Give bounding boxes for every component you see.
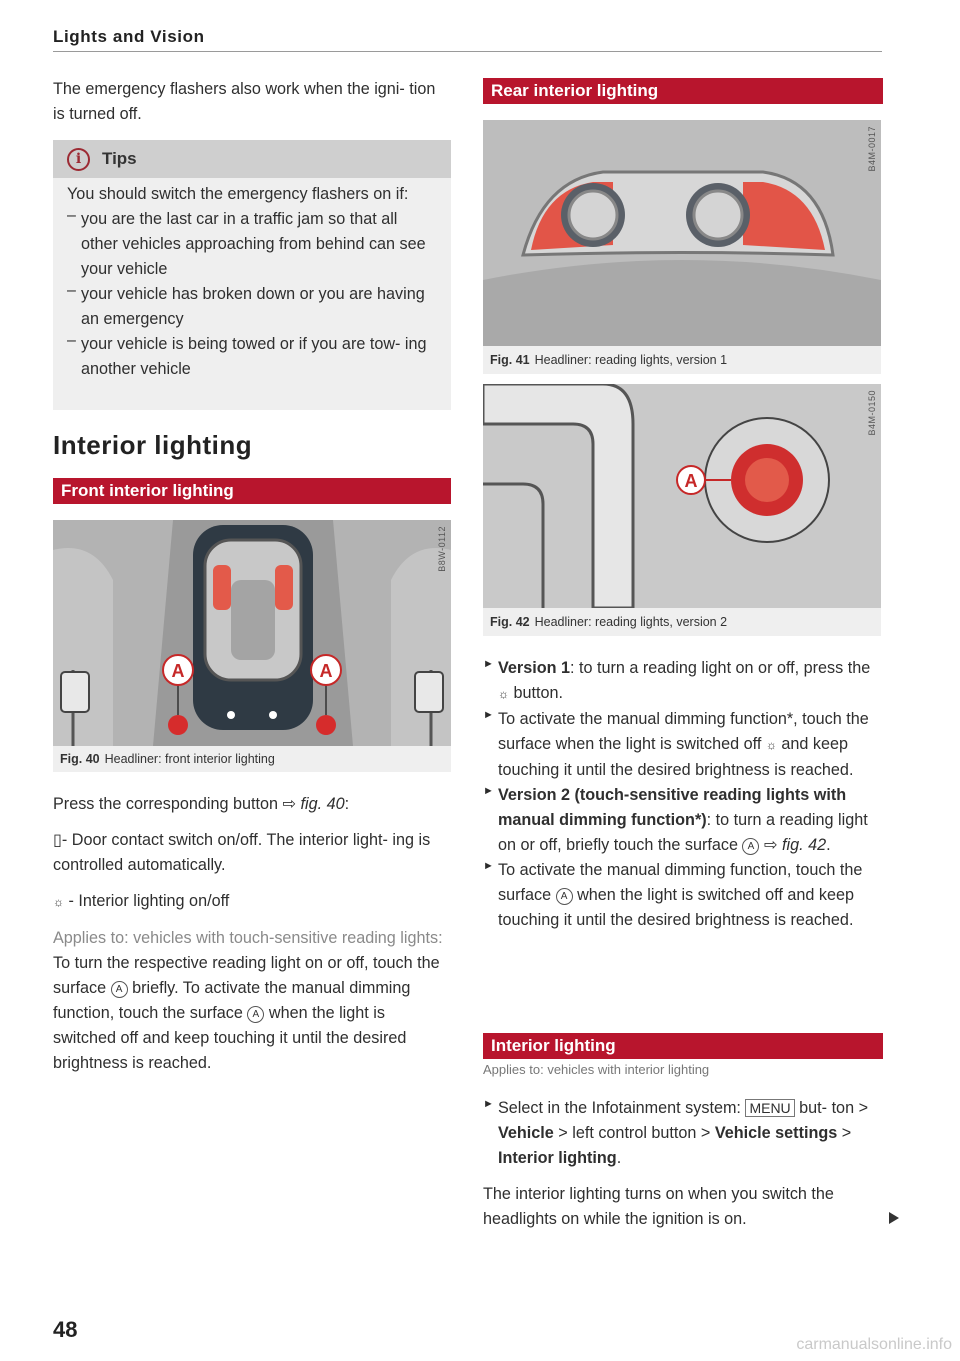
applies-paragraph: Applies to: vehicles with touch-sensitive reading lights: To turn the respective reading light on or off, touch the surface A briefly. To activate the manual dimming function, touch the surface A when the light is switched off and keep touching it until the desired brightness is reached. <box>53 929 443 1072</box>
figure-reference[interactable]: fig. 40 <box>300 795 345 813</box>
applies-to-note: Applies to: vehicles with interior lighting <box>483 1062 710 1077</box>
figure-40-image <box>53 520 451 746</box>
instruction-list <box>483 656 883 933</box>
rear-lights-v2-illustration <box>483 384 881 608</box>
intro-text: The emergency flashers also work when the igni- tion is turned off. <box>53 80 436 123</box>
door-contact-text: ▯- Door contact switch on/off. The interior light- ing is controlled automatically. <box>53 831 431 874</box>
header-rule <box>53 51 882 52</box>
final-paragraph: The interior lighting turns on when you switch the headlights on while the ignition is on. <box>483 1185 834 1228</box>
figure-41-image <box>483 120 881 346</box>
callout-a: A <box>171 661 185 681</box>
tips-header <box>53 140 451 178</box>
tips-item: – your vehicle has broken down or you are having an emergency <box>67 282 425 328</box>
callout-a: A <box>319 661 333 681</box>
callout-a-icon: A <box>556 888 573 905</box>
figure-code: B8W-0112 <box>437 526 447 572</box>
door-icon: ▯ <box>53 831 62 849</box>
press-instruction: Press the corresponding button ⇨ fig. 40: <box>53 795 350 813</box>
running-head: Lights and Vision <box>53 27 205 46</box>
figure-code: B4M-0150 <box>867 390 877 436</box>
front-lighting-illustration <box>53 520 451 746</box>
tips-item: – your vehicle is being towed or if you are tow- ing another vehicle <box>67 332 427 378</box>
infotainment-instruction <box>483 1096 883 1171</box>
callout-a-icon: A <box>111 981 128 998</box>
figure-41-caption: Fig. 41 Headliner: reading lights, version 1 <box>483 346 881 374</box>
list-item: ► To activate the manual dimming function*, touch the surface when the light is switched off ☼ and keep touching it until the desired brightness is reached. <box>483 709 869 779</box>
figure-reference[interactable]: ⇨ fig. 42 <box>763 836 827 854</box>
tips-item: – you are the last car in a traffic jam so that all other vehicles approaching from behind can see your vehicle <box>67 207 426 278</box>
continue-arrow-icon <box>889 1212 899 1224</box>
tips-body <box>53 178 451 410</box>
tips-title: Tips <box>102 149 137 168</box>
callout-a-icon: A <box>247 1006 264 1023</box>
interior-light-icon: ☼ <box>53 895 64 909</box>
list-item: ► Select in the Infotainment system: MENU but- ton > Vehicle > left control button > Vehicle settings > Interior lighting. <box>483 1098 869 1167</box>
tips-lead: You should switch the emergency flashers on if: <box>67 185 409 203</box>
front-interior-heading: Front interior lighting <box>53 478 451 504</box>
menu-button-label: MENU <box>745 1099 794 1117</box>
interior-lighting-heading: Interior lighting <box>483 1033 883 1059</box>
section-title: Interior lighting <box>53 430 253 460</box>
rear-lights-v1-illustration <box>483 120 881 346</box>
reading-light-icon: ☼ <box>498 687 509 701</box>
list-item: ► Version 2 (touch-sensitive reading lights with manual dimming function*): to turn a reading light on or off, briefly touch the surface A ⇨ fig. 42. <box>483 785 868 854</box>
figure-code: B4M-0017 <box>867 126 877 172</box>
interior-onoff-text: ☼ - Interior lighting on/off <box>53 892 230 910</box>
watermark: carmanualsonline.info <box>796 1336 952 1353</box>
info-icon: i <box>67 148 90 171</box>
figure-42-image <box>483 384 881 608</box>
figure-42-caption: Fig. 42 Headliner: reading lights, version 2 <box>483 608 881 636</box>
reading-light-icon: ☼ <box>765 738 777 752</box>
list-item: ► To activate the manual dimming function, touch the surface A when the light is switched off and keep touching it until the desired brightness is reached. <box>483 860 863 929</box>
figure-40-caption: Fig. 40 Headliner: front interior lighting <box>53 746 451 772</box>
callout-a: A <box>684 471 698 491</box>
page-number: 48 <box>53 1317 78 1342</box>
rear-interior-heading: Rear interior lighting <box>483 78 883 104</box>
callout-a-icon: A <box>742 838 759 855</box>
list-item: ► Version 1: to turn a reading light on or off, press the ☼ button. <box>483 658 871 702</box>
